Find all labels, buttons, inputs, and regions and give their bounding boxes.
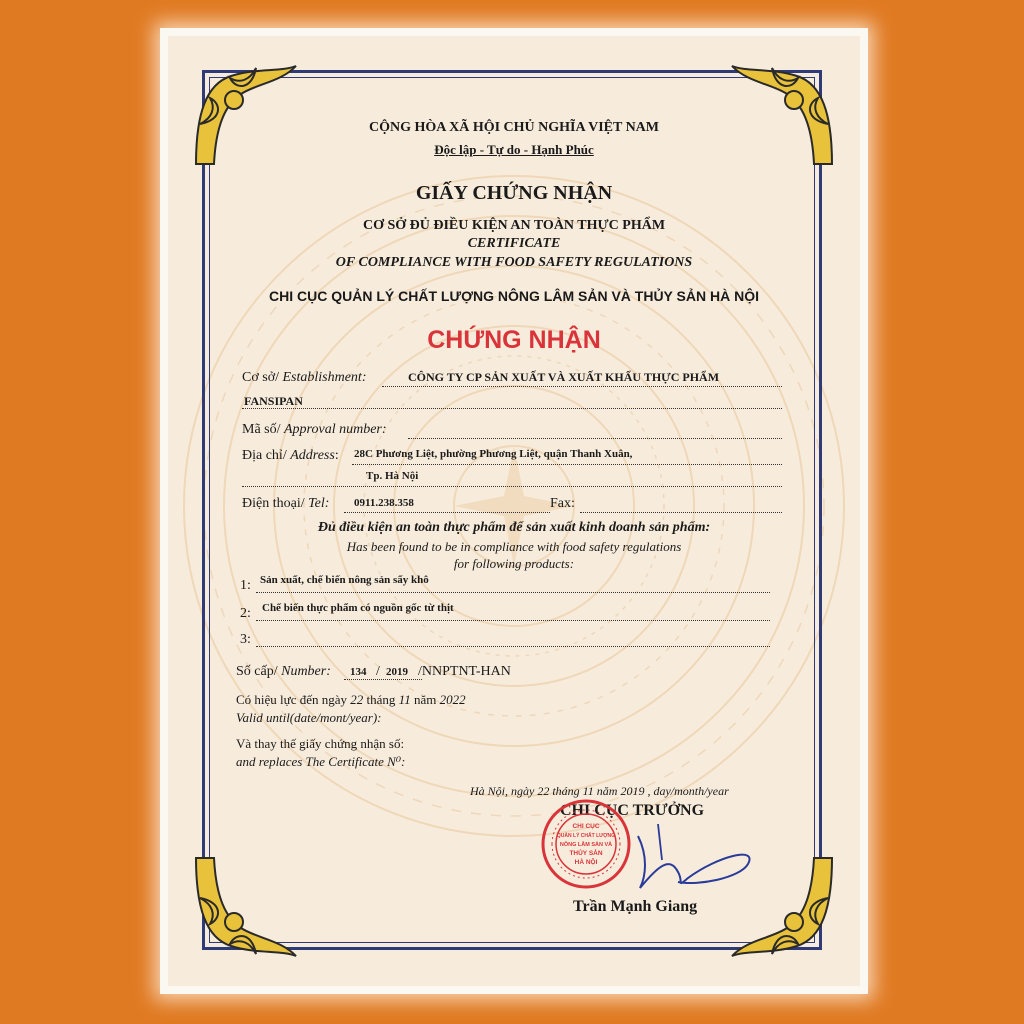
validity-line-vi: Có hiệu lực đến ngày 22 tháng 11 năm 2022 <box>236 692 466 707</box>
address-value-2: Tp. Hà Nội <box>366 470 419 482</box>
number-seq: 134 <box>350 666 367 678</box>
replaces-line-vi: Và thay thế giấy chứng nhận số: <box>236 736 405 751</box>
number-label: Số cấp/ Number: <box>236 664 331 679</box>
address-line-1 <box>352 464 782 465</box>
establishment-value-1: CÔNG TY CP SẢN XUẤT VÀ XUẤT KHẨU THỰC PHẨM <box>408 370 720 384</box>
number-line <box>344 679 422 680</box>
products-heading-vi: Đủ điều kiện an toàn thực phẩm để sản xuất kinh doanh sản phẩm: <box>317 520 711 535</box>
certifies-heading: CHỨNG NHẬN <box>427 326 601 354</box>
stamp-line-2: QUẢN LÝ CHẤT LƯỢNG <box>556 833 616 839</box>
product-line-3 <box>256 646 770 647</box>
certificate-title: GIẤY CHỨNG NHẬN <box>415 182 613 204</box>
address-label: Địa chỉ/ Address: <box>242 448 339 463</box>
number-year: 2019 <box>386 666 408 678</box>
stamp-line-3: NÔNG LÂM SẢN VÀ <box>559 842 613 848</box>
fax-label: Fax: <box>550 496 575 511</box>
signature-title: CHI CỤC TRƯỞNG <box>560 802 705 819</box>
product-value-1: Sản xuất, chế biến nông sản sấy khô <box>260 574 429 586</box>
product-num-1: 1: <box>240 578 251 593</box>
approval-line <box>408 438 782 439</box>
stamp-line-5: HÀ NỘI <box>574 859 598 866</box>
phone-value: 0911.238.358 <box>354 497 414 509</box>
establishment-label: Cơ sở/ Establishment: <box>242 370 367 385</box>
republic-heading: CỘNG HÒA XÃ HỘI CHỦ NGHĨA VIỆT NAM <box>368 120 659 135</box>
phone-line <box>344 512 550 513</box>
fax-line <box>580 512 782 513</box>
signature-place-date: Hà Nội, ngày 22 tháng 11 năm 2019 , day/month/year <box>470 784 729 798</box>
number-suffix: /NNPTNT-HAN <box>418 664 511 679</box>
products-heading-en-1: Has been found to be in compliance with food safety regulations <box>346 539 682 554</box>
replaces-line-en: and replaces The Certificate N⁰: <box>236 754 406 769</box>
products-heading-en-2: for following products: <box>453 556 575 571</box>
certificate-title-en-1: CERTIFICATE <box>467 236 561 251</box>
address-value-1: 28C Phương Liệt, phường Phương Liệt, quận Thanh Xuân, <box>354 448 633 460</box>
establishment-value-2: FANSIPAN <box>244 394 303 408</box>
issuing-authority: CHI CỤC QUẢN LÝ CHẤT LƯỢNG NÔNG LÂM SẢN VÀ THỦY SẢN HÀ NỘI <box>269 288 759 304</box>
certificate-subtitle: CƠ SỞ ĐỦ ĐIỀU KIỆN AN TOÀN THỰC PHẨM <box>362 218 666 233</box>
certificate-paper <box>168 36 860 986</box>
number-sep-1: / <box>376 664 380 679</box>
stamp-line-4: THỦY SẢN <box>569 850 603 857</box>
product-num-2: 2: <box>240 606 251 621</box>
phone-label: Điện thoại/ Tel: <box>242 496 330 511</box>
national-motto: Độc lập - Tự do - Hạnh Phúc <box>434 142 594 157</box>
product-line-1 <box>256 592 770 593</box>
validity-line-en: Valid until(date/mont/year): <box>236 710 382 725</box>
certificate-title-en-2: OF COMPLIANCE WITH FOOD SAFETY REGULATIONS <box>335 255 693 270</box>
product-value-2: Chế biến thực phẩm có nguồn gốc từ thịt <box>262 602 454 614</box>
stamp-line-1: CHI CỤC <box>572 823 600 830</box>
handwritten-signature-icon <box>618 816 768 906</box>
approval-label: Mã số/ Approval number: <box>242 422 387 437</box>
ornament-corner-bottom-left-icon <box>186 848 306 968</box>
establishment-line-2 <box>242 408 782 409</box>
signer-name: Trần Mạnh Giang <box>573 898 698 915</box>
establishment-line-1 <box>382 386 782 387</box>
address-line-2 <box>242 486 782 487</box>
product-num-3: 3: <box>240 632 251 647</box>
product-line-2 <box>256 620 770 621</box>
